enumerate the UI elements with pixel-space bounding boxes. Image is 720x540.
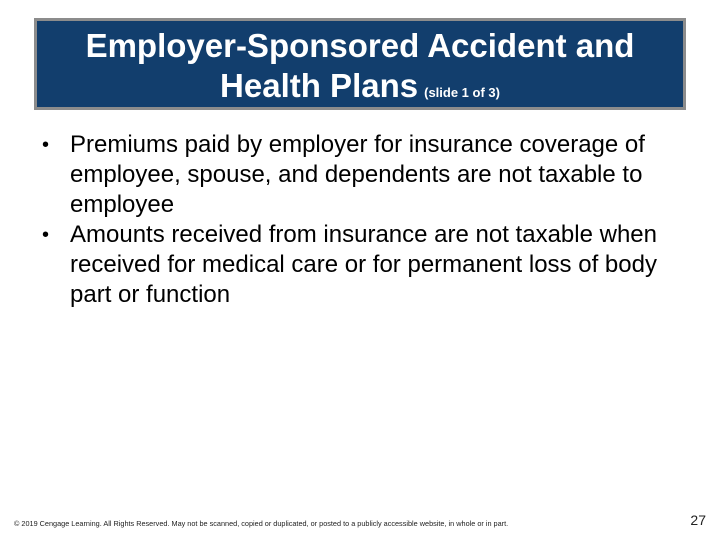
copyright-footer: © 2019 Cengage Learning. All Rights Reserved. May not be scanned, copied or duplicated, or posted to a publicly accessible website, in whole or in part. (14, 519, 509, 528)
bullet-list (34, 130, 664, 310)
slide-title-main: Health Plans (220, 67, 419, 104)
bullet-text: Amounts received from insurance are not taxable when received for medical care or for permanent loss of body part or function (70, 221, 657, 308)
bullet-marker: • (42, 224, 50, 246)
bullet-item (34, 220, 664, 310)
slide-title-line-2 (37, 67, 683, 112)
page-number: 27 (690, 512, 706, 528)
bullet-item (34, 130, 664, 220)
bullet-marker: • (42, 134, 50, 156)
slide-title-suffix: (slide 1 of 3) (424, 85, 500, 100)
bullet-text: Premiums paid by employer for insurance coverage of employee, spouse, and dependents are not taxable to employee (70, 131, 645, 218)
slide-title-line-1: Employer-Sponsored Accident and (85, 27, 635, 64)
title-banner (34, 18, 686, 110)
